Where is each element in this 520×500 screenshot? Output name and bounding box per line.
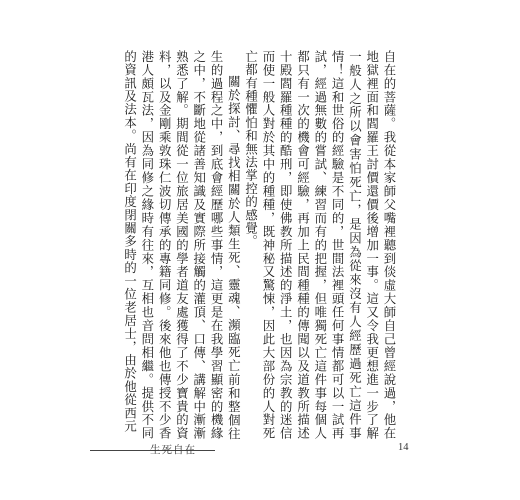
running-title: 生死自在 xyxy=(150,444,196,456)
footer-rule xyxy=(90,450,215,451)
body-text xyxy=(122,50,398,440)
paragraph-1: 自在的菩薩。我從本家師父嘴裡聽到倓虛大師自己曾經說過，他在地獄裡面和閻羅王討價還價後增加一事。這又令我更想進一步了解一般人之所以會害怕死亡，是因為從來沒有人經歷過死亡這件事情！這和世俗的經驗是不同的，世間法裡頭任何事情都可以一試再試，經過無數的嘗試、練習而有的把握，但唯獨死亡這件事每個人都只有一次的機會可經驗，再加上民間種種的傳聞以及道教所描述十殿閻羅種種的酷刑，即使佛教所描述的淨土，也因為宗教的迷信而使一般人對於其中的種種，既神秘又驚悚，因此大部份的人對死亡都有種懼怕和無法掌控的感覺。 xyxy=(243,50,397,440)
page-number: 14 xyxy=(398,442,409,453)
paragraph-2: 關於探討、尋找相關於人類生死、靈魂、瀕臨死亡前和整個往生的過程之中，到底會經歷哪些事情，這更是在我學習顯密的機緣之中，不斷地從諸善知識及實際所接觸的灌頂、口傳、講解中漸漸熟悉了解。期間從一位旅居美國的學者道友處獲得了不少寶貴的資料，以及金剛乘敦珠仁波切傳承的專籍同修。後來他也傳授不少香港人頗瓦法，因為同修之緣時有往來，互相也音問相繼。提供不同的資訊及法本。尚有在印度閉關多時的一位老居士，由於他從西元 xyxy=(122,50,242,440)
